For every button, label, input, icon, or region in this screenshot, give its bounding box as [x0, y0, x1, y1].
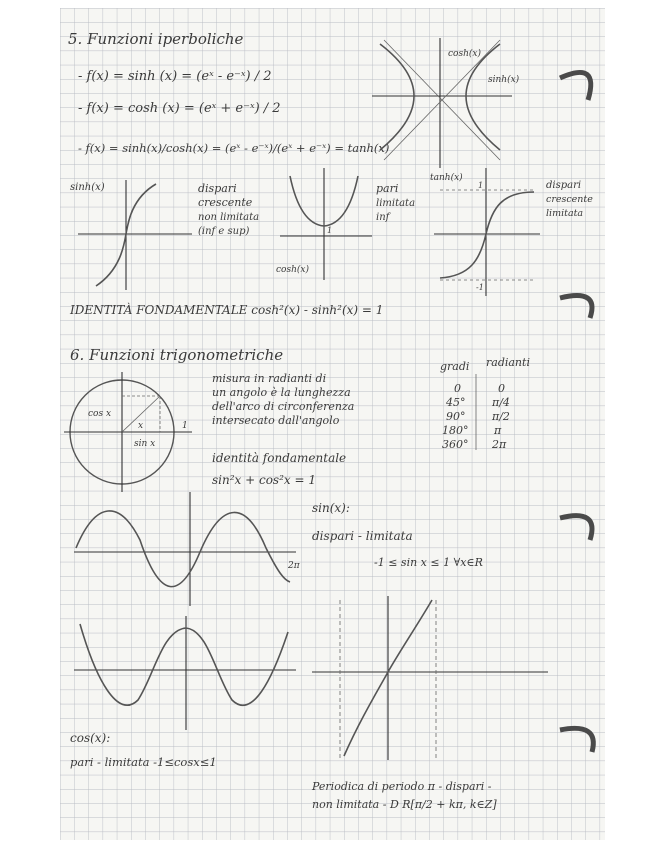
cosh-prop-3: inf [376, 212, 390, 223]
sin-label: sin x [134, 439, 156, 449]
table-row: 180° [442, 424, 469, 437]
table-row: π [494, 424, 502, 437]
x-label: x [138, 421, 144, 431]
sin-axis-2pi: 2π [288, 561, 300, 571]
one-label: 1 [182, 421, 188, 431]
table-row: π/2 [492, 410, 510, 423]
table-row: 2π [492, 438, 507, 451]
section-6-title: 6. Funzioni trigonometriche [70, 346, 284, 364]
table-header-radians: radianti [486, 356, 530, 369]
cos-label: cos(x): [70, 731, 111, 745]
sinh-graph-label: sinh(x) [488, 75, 520, 85]
tanh-tick-top: 1 [478, 181, 484, 190]
cosh-graph-label: cosh(x) [276, 265, 309, 275]
trig-identity-title: identità fondamentale [212, 451, 347, 465]
cosh-prop-1: pari [376, 182, 399, 195]
cosh-definition: - f(x) = cosh (x) = (eˣ + e⁻ˣ) / 2 [78, 101, 281, 116]
sinh-definition: - f(x) = sinh (x) = (eˣ - e⁻ˣ) / 2 [78, 69, 272, 84]
radian-desc-4: intersecato dall'angolo [212, 414, 340, 427]
radian-desc-1: misura in radianti di [212, 372, 327, 385]
sinh-prop-4: (inf e sup) [198, 226, 250, 237]
table-row: 90° [446, 410, 466, 423]
hyperbolic-identity: IDENTITÀ FONDAMENTALE cosh²(x) - sinh²(x) = 1 [70, 303, 384, 317]
cos-properties: pari - limitata -1≤cosx≤1 [70, 755, 217, 769]
table-row: 360° [442, 438, 469, 451]
tan-note-2: non limitata - D R[π/2 + kπ, k∈Z] [312, 798, 497, 811]
sin-label: sin(x): [312, 501, 350, 515]
tanh-tick-bottom: -1 [476, 283, 484, 292]
table-row: 0 [498, 382, 505, 395]
tanh-prop-3: limitata [546, 208, 584, 219]
cos-label: cos x [88, 409, 112, 419]
cosh-graph-label: cosh(x) [448, 49, 481, 59]
cosh-tick: 1 [327, 226, 333, 235]
tanh-prop-1: dispari [546, 180, 582, 191]
tan-note-1: Periodica di periodo π - dispari - [312, 780, 492, 793]
sinh-prop-3: non limitata [198, 212, 260, 223]
radian-desc-2: un angolo è la lunghezza [212, 386, 351, 399]
cosh-prop-2: limitata [376, 198, 416, 209]
table-row: 0 [454, 382, 461, 395]
sinh-graph-label: sinh(x) [70, 182, 105, 193]
tanh-prop-2: crescente [546, 194, 593, 205]
trig-identity-formula: sin²x + cos²x = 1 [212, 473, 316, 487]
tanh-graph-label: tanh(x) [430, 173, 463, 183]
tanh-definition: - f(x) = sinh(x)/cosh(x) = (eˣ - e⁻ˣ)/(eˣ + e⁻ˣ) = tanh(x) [78, 141, 390, 155]
sin-range: -1 ≤ sin x ≤ 1 ∀x∈R [374, 556, 483, 569]
sinh-prop-1: dispari [198, 182, 237, 195]
sinh-prop-2: crescente [198, 196, 253, 209]
table-row: π/4 [492, 396, 510, 409]
table-row: 45° [446, 396, 466, 409]
table-header-degrees: gradi [440, 360, 470, 373]
section-5-title: 5. Funzioni iperboliche [68, 30, 244, 48]
sin-properties: dispari - limitata [312, 529, 413, 543]
radian-desc-3: dell'arco di circonferenza [212, 400, 355, 413]
